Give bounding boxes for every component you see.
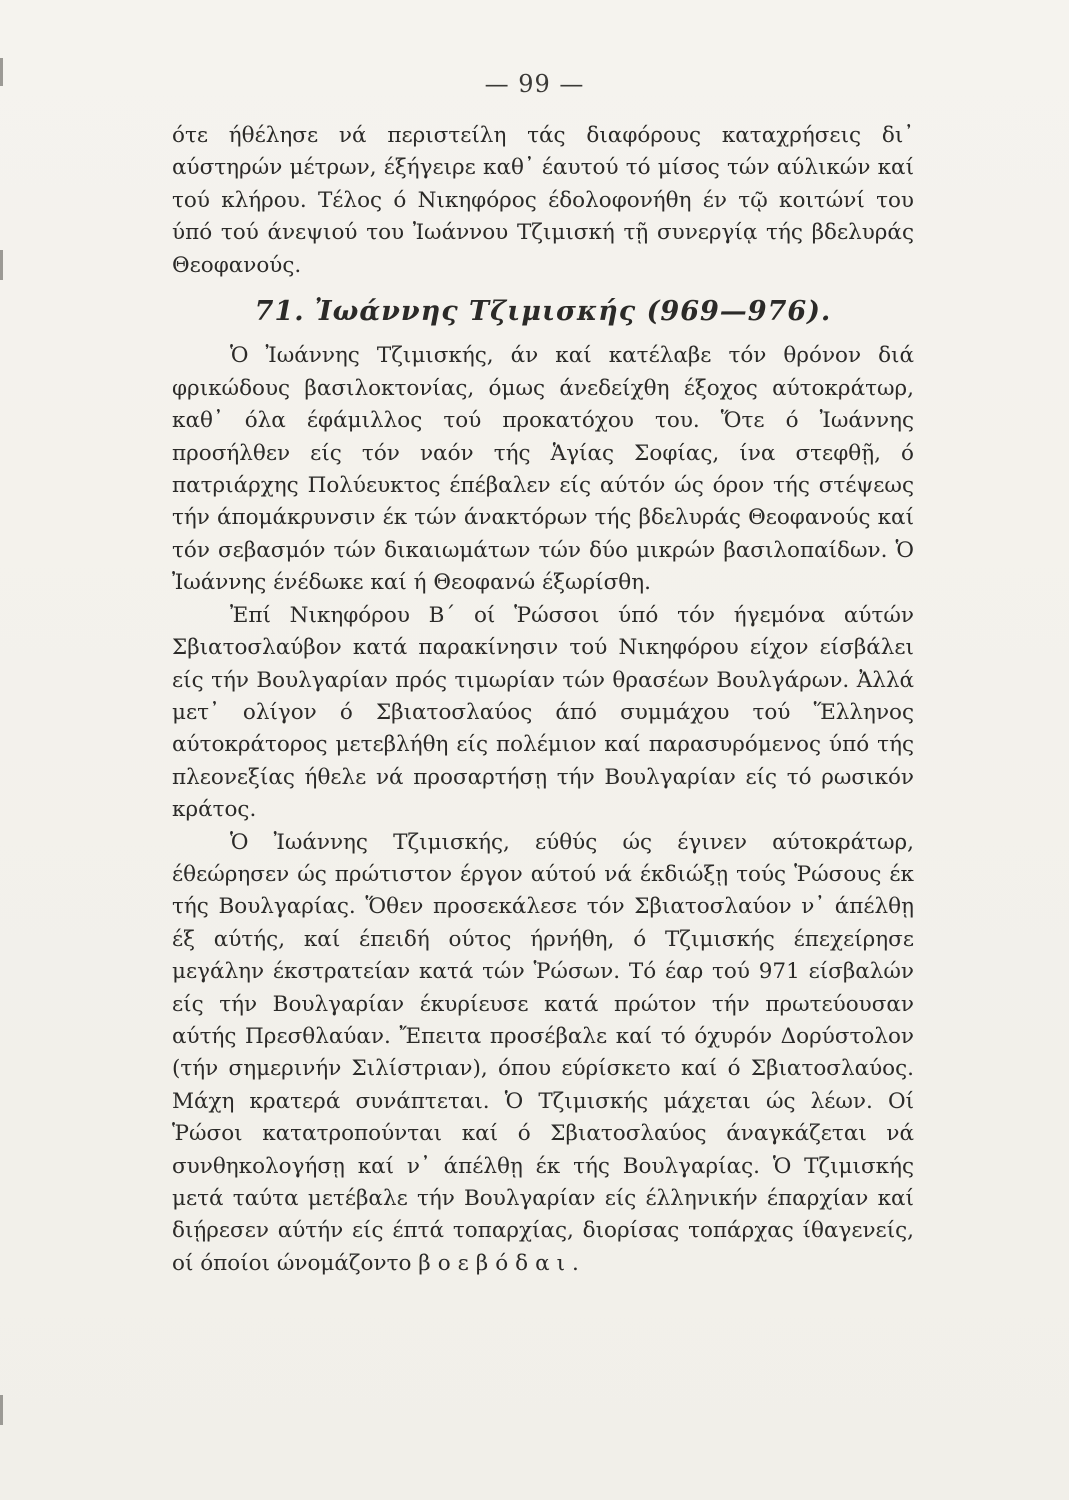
page-number: — 99 —: [484, 70, 585, 98]
spaced-term: βοεβόδαι.: [418, 1250, 586, 1276]
section-number: 71.: [254, 296, 305, 328]
section-heading: [172, 296, 914, 328]
intro-paragraph: ότε ήθέλησε νά περιστείλη τάς διαφόρους καταχρήσεις δι᾽ αύστηρών μέτρων, έξήγειρε καθ᾽ έαυτού τό μίσος τών αύλικών καί τού κλήρου. Τέλος ό Νικηφόρος έδολοφονήθη έν τῷ κοιτώνί του ύπό τού άνεψιού του Ἰωάννου Τζιμισκή τῇ συνεργίᾳ τής βδελυράς Θεοφανούς.: [172, 123, 914, 278]
left-edge-mark: [0, 250, 3, 280]
body-text: [172, 120, 914, 1280]
paragraph-campaign: [172, 827, 914, 1281]
paragraph-campaign-text: Ὁ Ἰωάννης Τζιμισκής, εύθύς ώς έγινεν αύτοκράτωρ, έθεώρησεν ώς πρώτιστον έργον αύτού νά έκδιώξῃ τούς Ῥώσους έκ τής Βουλγαρίας. Ὅθεν προσεκάλεσε τόν Σβιατοσλαύον ν᾽ άπέλθῃ έξ αύτής, καί έπειδή ούτος ήρνήθη, ό Τζιμισκής έπεχείρησε μεγάλην έκστρατείαν κατά τών Ῥώσων. Τό έαρ τού 971 είσβαλών είς τήν Βουλγαρίαν έκυρίευσε κατά πρώτον τήν πρωτεύουσαν αύτής Πρεσθλαύαν. Ἔπειτα προσέβαλε καί τό όχυρόν Δορύστολον (τήν σημερινήν Σιλίστριαν), όπου εύρίσκετο καί ό Σβιατοσλαύος. Μάχη κρατερά συνάπτεται. Ὁ Τζιμισκής μάχεται ώς λέων. Οί Ῥώσοι κατατροπούνται καί ό Σβιατοσλαύος άναγκάζεται νά συνθηκολογήσῃ καί ν᾽ άπέλθῃ έκ τής Βουλγαρίας. Ὁ Τζιμισκής μετά ταύτα μετέβαλε τήν Βουλγαρίαν είς έλληνικήν έπαρχίαν καί διῄρεσεν αύτήν είς έπτά τοπαρχίας, διορίσας τοπάρχας ίθαγενείς, οί όποίοι ώνομάζοντο: [172, 829, 914, 1276]
paragraph-russians: Ἐπί Νικηφόρου Β΄ οί Ῥώσσοι ύπό τόν ήγεμόνα αύτών Σβιατοσλαύβον κατά παρακίνησιν τού Νικηφόρου είχον είσβάλει είς τήν Βουλγαρίαν πρός τιμωρίαν τών θρασέων Βουλγάρων. Ἀλλά μετ᾽ ολίγον ό Σβιατοσλαύος άπό συμμάχου τού Ἕλληνος αύτοκράτορος μετεβλήθη είς πολέμιον καί παρασυρόμενος ύπό τής πλεονεξίας ήθελε νά προσαρτήσῃ τήν Βουλγαρίαν είς τό ρωσικόν κράτος.: [172, 602, 914, 823]
paragraph-coronation: Ὁ Ἰωάννης Τζιμισκής, άν καί κατέλαβε τόν θρόνον διά φρικώδους βασιλοκτονίας, όμως άνεδείχθη έξοχος αύτοκράτωρ, καθ᾽ όλα έφάμιλλος τού προκατόχου του. Ὅτε ό Ἰωάννης προσήλθεν είς τόν ναόν τής Ἁγίας Σοφίας, ίνα στεφθῇ, ό πατριάρχης Πολύευκτος έπέβαλεν είς αύτόν ώς όρον τής στέψεως τήν άπομάκρυνσιν έκ τών άνακτόρων τής βδελυράς Θεοφανούς καί τόν σεβασμόν τών δικαιωμάτων τών δύο μικρών βασιλοπαίδων. Ὁ Ἰωάννης ένέδωκε καί ή Θεοφανώ έξωρίσθη.: [172, 343, 914, 596]
left-edge-mark: [0, 1395, 3, 1425]
section-title: Ἰωάννης Τζιμισκής (969—976).: [314, 296, 832, 328]
